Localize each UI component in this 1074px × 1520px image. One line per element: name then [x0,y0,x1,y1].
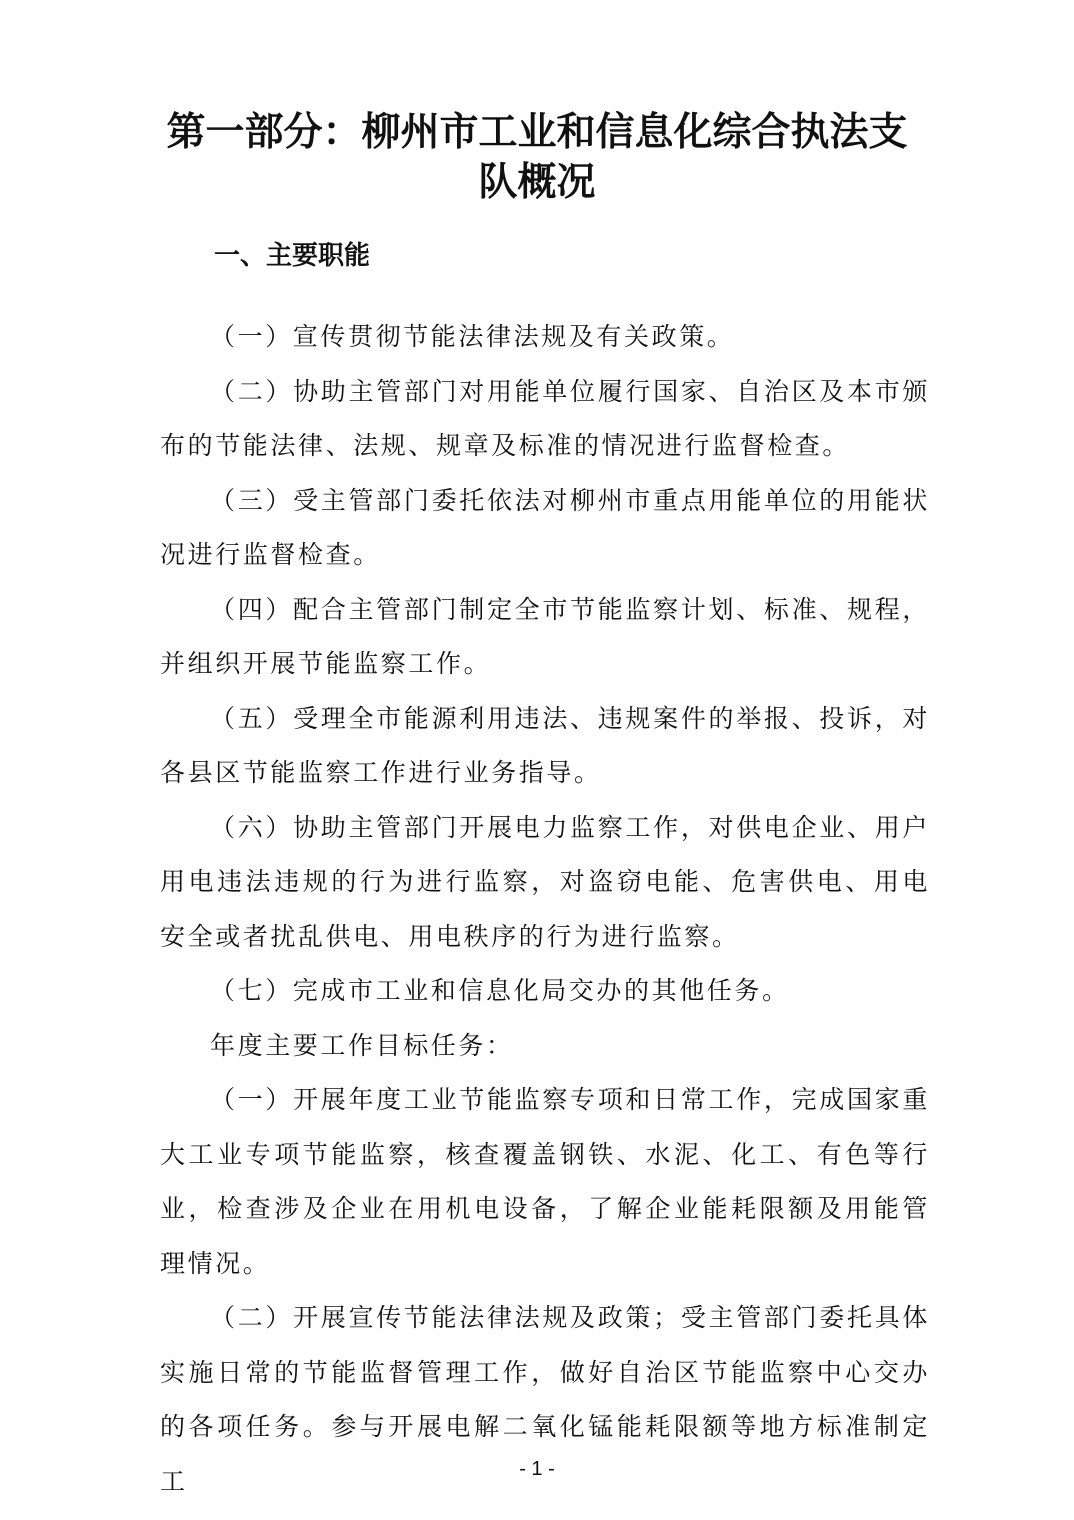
paragraph-duty-4: （四）配合主管部门制定全市节能监察计划、标准、规程，并组织开展节能监察工作。 [160,594,930,678]
section-heading: 一、主要职能 [214,241,371,271]
body-text [160,310,930,1509]
paragraph-duty-5: （五）受理全市能源利用违法、违规案件的举报、投诉，对各县区节能监察工作进行业务指导。 [160,703,930,787]
paragraph-duty-1: （一）宣传贯彻节能法律法规及有关政策。 [210,322,735,351]
paragraph-annual-goals-heading: 年度主要工作目标任务： [210,1030,514,1060]
paragraph-duty-6: （六）协助主管部门开展电力监察工作，对供电企业、用户用电违法违规的行为进行监察，对盗窃电能、危害供电、用电安全或者扰乱供电、用电秩序的行为进行监察。 [160,812,930,951]
paragraph-duty-7: （七）完成市工业和信息化局交办的其他任务。 [210,976,790,1005]
paragraph-duty-3: （三）受主管部门委托依法对柳州市重点用能单位的用能状况进行监督检查。 [160,485,930,569]
page-title-line-1: 第一部分：柳州市工业和信息化综合执法支 [166,110,908,155]
page-title-line-2: 队概况 [478,160,596,205]
paragraph-duty-2: （二）协助主管部门对用能单位履行国家、自治区及本市颁布的节能法律、法规、规章及标准的情况进行监督检查。 [160,376,930,460]
page-number: - 1 - [519,1458,555,1480]
page-title [150,108,924,208]
paragraph-goal-1: （一）开展年度工业节能监察专项和日常工作，完成国家重大工业专项节能监察，核查覆盖钢铁、水泥、化工、有色等行业，检查涉及企业在用机电设备，了解企业能耗限额及用能管理情况。 [160,1085,930,1278]
paragraph-goal-2: （二）开展宣传节能法律法规及政策；受主管部门委托具体实施日常的节能监督管理工作，做好自治区节能监察中心交办的各项任务。参与开展电解二氧化锰能耗限额等地方标准制定工 [160,1303,930,1496]
